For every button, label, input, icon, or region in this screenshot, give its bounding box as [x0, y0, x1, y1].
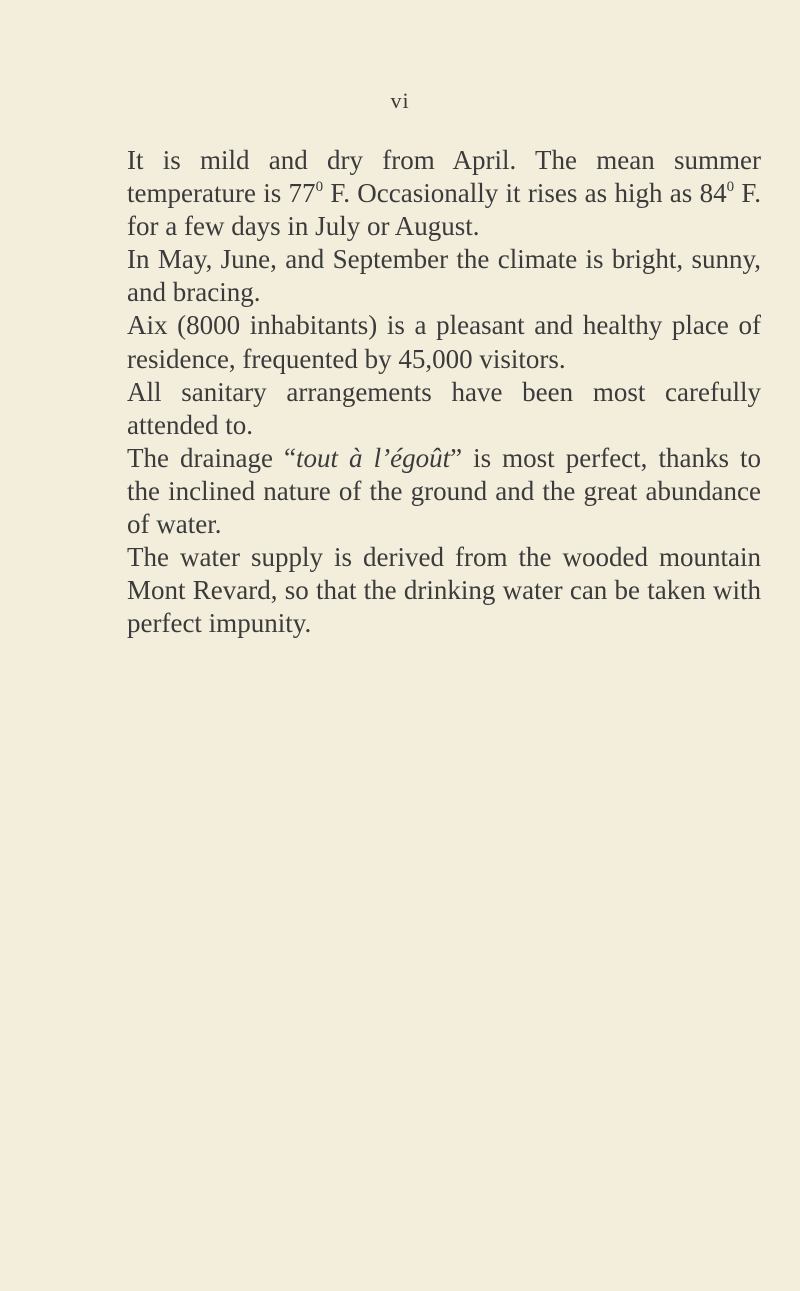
paragraph-sanitary: All sanitary arrangements have been most carefully attended to. — [127, 376, 761, 440]
body-text — [127, 144, 761, 640]
paragraph-aix: Aix (8000 inhabitants) is a pleasant and healthy place of residence, frequented by 45,000 visitors. — [127, 310, 761, 374]
italic-phrase: tout à l’égoût — [296, 442, 451, 473]
degree-mark: 0 — [315, 179, 324, 196]
paragraph-climate — [127, 144, 761, 243]
paragraph-text: F. for a few days in July or August. — [127, 178, 762, 242]
paragraph-text: The drainage “ — [127, 442, 296, 473]
paragraph-may-june: In May, June, and September the climate is bright, sunny, and bracing. — [127, 244, 761, 308]
degree-mark: 0 — [726, 179, 735, 196]
paragraph-drainage — [127, 442, 761, 541]
paragraph-text: It is mild and dry from April. The mean summer temperature is 77 — [127, 145, 761, 209]
paragraph-water: The water supply is derived from the wooded mountain Mont Revard, so that the drinking water can be taken with perfect impunity. — [127, 542, 761, 639]
paragraph-text: ” is most perfect, thanks to the inclined nature of the ground and the great abundance of water. — [127, 442, 761, 540]
paragraph-text: F. Occasionally it rises as high as 84 — [323, 178, 727, 209]
page-number: vi — [390, 88, 410, 113]
